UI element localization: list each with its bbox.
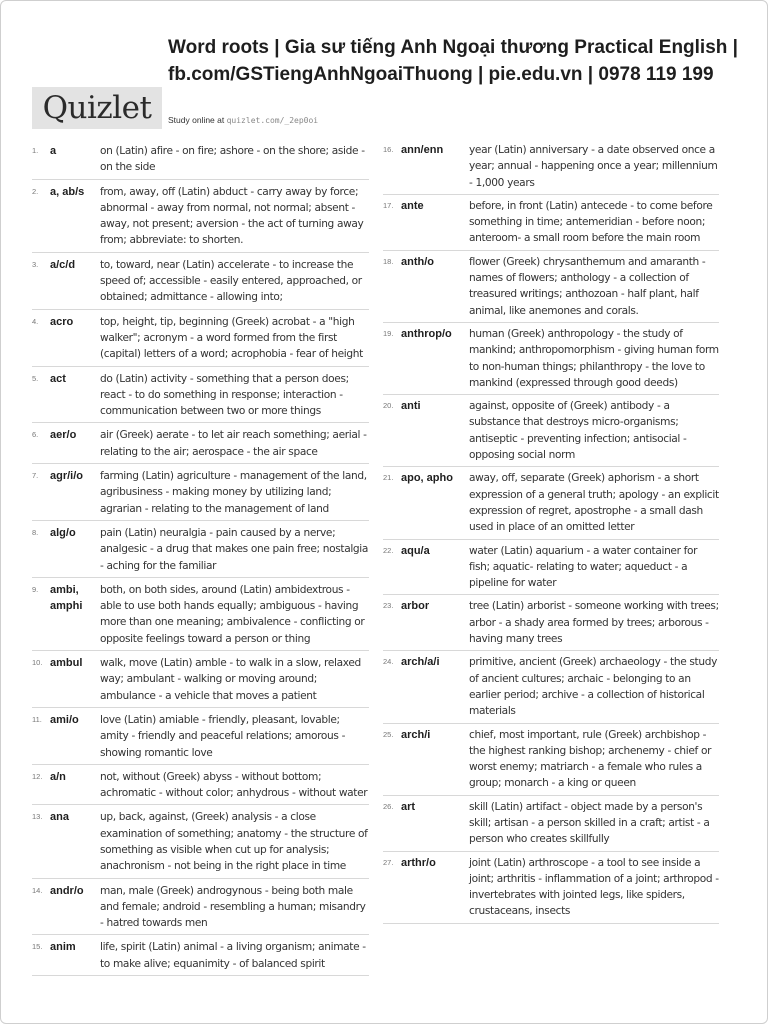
term-word-root: alg/o	[50, 526, 76, 539]
term-row	[383, 595, 719, 651]
term-number: 20.	[383, 401, 394, 411]
term-word-root: aer/o	[50, 429, 77, 442]
term-word-root: ante	[401, 199, 424, 212]
term-definition: on (Latin) afire - on fire; ashore - on the shore; aside - on the side	[100, 145, 365, 174]
term-number: 13.	[32, 812, 43, 822]
set-title: Word roots | Gia sư tiếng Anh Ngoại thương Practical English | fb.com/GSTiengAnhNgoaiThuong | pie.edu.vn | 0978 119 199	[168, 37, 738, 85]
left-term-column	[32, 139, 369, 976]
term-row	[32, 310, 369, 367]
term-row	[383, 852, 719, 924]
term-definition: farming (Latin) agriculture - management of the land, agribusiness - making money by utilizing land; agrarian - relating to the management of land	[100, 470, 367, 515]
term-word-root: a/n	[50, 770, 66, 783]
study-online-label: Study online at	[168, 115, 225, 125]
term-word-root: ann/enn	[401, 144, 444, 156]
term-word-root: arthr/o	[401, 856, 436, 869]
term-definition: primitive, ancient (Greek) archaeology - the study of ancient cultures; archaic - belonging to an earlier period; archive - a collection of historical materials	[469, 656, 718, 718]
term-word-root: ambi, amphi	[50, 583, 83, 612]
term-definition: do (Latin) activity - something that a person does; react - to do something in response; interaction - communication between two or more things	[100, 372, 349, 418]
term-number: 7.	[32, 471, 39, 481]
term-word-root: arch/a/i	[401, 656, 440, 669]
term-number: 2.	[32, 186, 39, 196]
term-definition: air (Greek) aerate - to let air reach something; aerial - relating to the air; aerospace - the air space	[100, 429, 367, 458]
term-number: 27.	[383, 857, 394, 867]
term-definition: walk, move (Latin) amble - to walk in a slow, relaxed way; ambulant - walking or moving around; ambulance - a vehicle that moves a patient	[100, 657, 361, 702]
term-row	[383, 395, 719, 467]
term-number: 5.	[32, 373, 39, 383]
term-definition: against, opposite of (Greek) antibody - a substance that destroys micro-organisms; antiseptic - preventing infection; antisocial - opposing social norm	[469, 400, 687, 462]
term-definition: skill (Latin) artifact - object made by a person's skill; artisan - a person skilled in a craft; artist - a person who creates skillfully	[469, 800, 710, 846]
term-definition: tree (Latin) arborist - someone working with trees; arbor - a shady area formed by trees; arborous - having many trees	[469, 600, 719, 646]
term-word-root: anim	[50, 941, 76, 954]
study-url-link[interactable]: quizlet.com/_2ep0oi	[226, 116, 319, 125]
term-row	[383, 651, 719, 723]
term-word-root: agr/i/o	[50, 470, 84, 483]
term-definition: life, spirit (Latin) animal - a living organism; animate - to make alive; equanimity - of balanced spirit	[100, 941, 366, 970]
term-definition: up, back, against, (Greek) analysis - a close examination of something; anatomy - the structure of something as visible when cut up for analysis; anachronism - not being in the right place in time	[100, 811, 368, 873]
term-row	[32, 935, 369, 976]
term-row	[383, 195, 719, 251]
quizlet-logo	[32, 87, 162, 129]
term-definition: flower (Greek) chrysanthemum and amaranth - names of flowers; anthology - a collection of treasured writings; anthozoan - half plant, half animal, like anemones and corals.	[469, 255, 706, 317]
right-term-column	[383, 139, 719, 924]
term-definition: to, toward, near (Latin) accelerate - to increase the speed of; accessible - easily entered, approached, or obtained; admittance - allowing into;	[100, 258, 362, 304]
term-row	[32, 765, 369, 806]
term-word-root: arch/i	[401, 728, 431, 741]
term-definition: human (Greek) anthropology - the study of mankind; anthropomorphism - giving human form to non-human things; philanthropy - the love to mankind (expressed through good deeds)	[469, 327, 719, 389]
term-definition: from, away, off (Latin) abduct - carry away by force; abnormal - away from normal, not normal; absent - away, not present; aversion - the act of turning away from; abbreviate: to shorten.	[100, 185, 364, 247]
term-row	[383, 724, 719, 796]
logo-text: Quizlet	[42, 90, 152, 126]
term-row	[383, 323, 719, 395]
term-number: 11.	[32, 714, 42, 724]
term-row	[32, 805, 369, 878]
term-word-root: anth/o	[401, 255, 434, 268]
term-word-root: aqu/a	[401, 544, 430, 557]
term-word-root: a/c/d	[50, 258, 76, 271]
term-word-root: act	[50, 372, 66, 385]
term-number: 24.	[383, 657, 394, 667]
term-word-root: a	[50, 145, 57, 157]
term-word-root: anti	[401, 400, 421, 413]
term-word-root: apo, apho	[401, 472, 453, 485]
term-row	[32, 367, 369, 424]
term-word-root: ana	[50, 811, 69, 824]
term-number: 22.	[383, 545, 394, 555]
term-number: 12.	[32, 771, 43, 781]
term-word-root: anthrop/o	[401, 327, 452, 340]
term-word-root: art	[401, 800, 416, 813]
term-row	[32, 521, 369, 578]
term-number: 8.	[32, 527, 39, 537]
term-row	[383, 251, 719, 323]
term-definition: pain (Latin) neuralgia - pain caused by a nerve; analgesic - a drug that makes one pain free; nostalgia - aching for the familiar	[100, 526, 369, 572]
term-definition: both, on both sides, around (Latin) ambidextrous - able to use both hands equally; ambiguous - having more than one meaning; ambivalence - conflicting or opposite feelings toward a person or thing	[100, 583, 365, 645]
term-number: 10.	[32, 658, 43, 668]
term-number: 16.	[383, 145, 394, 154]
term-number: 1.	[32, 146, 39, 155]
term-number: 4.	[32, 316, 39, 326]
term-row	[32, 879, 369, 936]
term-number: 23.	[383, 601, 394, 611]
term-definition: not, without (Greek) abyss - without bottom; achromatic - without color; anhydrous - without water	[100, 770, 368, 800]
term-definition: year (Latin) anniversary - a date observed once a year; annual - happening once a year; millennium - 1,000 years	[469, 144, 718, 189]
term-number: 19.	[383, 328, 394, 338]
term-number: 14.	[32, 885, 43, 895]
term-number: 3.	[32, 259, 39, 269]
term-definition: before, in front (Latin) antecede - to come before something in time; antemeridian - before noon; anteroom- a small room before the main room	[469, 199, 713, 245]
term-word-root: andr/o	[50, 884, 84, 897]
term-row	[32, 464, 369, 521]
term-number: 21.	[383, 473, 394, 483]
term-row	[32, 651, 369, 708]
term-definition: joint (Latin) arthroscope - a tool to see inside a joint; arthritis - inflammation of a joint; arthropod - invertebrates with jointed legs, like spiders, crustaceans, insects	[469, 856, 719, 918]
term-number: 25.	[383, 729, 394, 739]
term-number: 18.	[383, 256, 394, 266]
term-definition: water (Latin) aquarium - a water container for fish; aquatic- relating to water; aqueduct - a pipeline for water	[469, 544, 698, 590]
term-row	[32, 578, 369, 651]
term-number: 9.	[32, 584, 39, 594]
term-row	[383, 540, 719, 596]
term-row	[32, 708, 369, 765]
term-word-root: a, ab/s	[50, 185, 85, 198]
term-row	[383, 467, 719, 539]
term-row	[32, 139, 369, 180]
term-number: 26.	[383, 801, 394, 811]
term-definition: love (Latin) amiable - friendly, pleasant, lovable; amity - friendly and peaceful relations; amorous - showing romantic love	[100, 713, 346, 759]
term-row	[383, 139, 719, 195]
term-word-root: acro	[50, 315, 74, 328]
term-definition: chief, most important, rule (Greek) archbishop - the highest ranking bishop; archenemy - chief or worst enemy; matriarch - a female who rules a group; monarch - a king or queen	[469, 728, 712, 790]
term-definition: away, off, separate (Greek) aphorism - a short expression of a general truth; apology - an explicit expression of regret, apostrophe - a small dash used in place of an omitted letter	[469, 472, 719, 534]
term-word-root: ami/o	[50, 713, 79, 726]
study-online-line	[168, 115, 318, 125]
term-row	[32, 253, 369, 310]
term-number: 17.	[383, 200, 394, 210]
term-definition: top, height, tip, beginning (Greek) acrobat - a "high walker"; acronym - a word formed from the first (capital) letters of a word; acrophobia - fear of height	[100, 315, 363, 361]
term-word-root: ambul	[50, 657, 83, 670]
term-number: 15.	[32, 942, 43, 952]
term-number: 6.	[32, 430, 39, 440]
term-row	[32, 423, 369, 464]
term-row	[32, 180, 369, 253]
term-definition: man, male (Greek) androgynous - being both male and female; android - resembling a human; misandry - hatred towards men	[100, 884, 366, 930]
term-word-root: arbor	[401, 600, 430, 613]
term-row	[383, 796, 719, 852]
